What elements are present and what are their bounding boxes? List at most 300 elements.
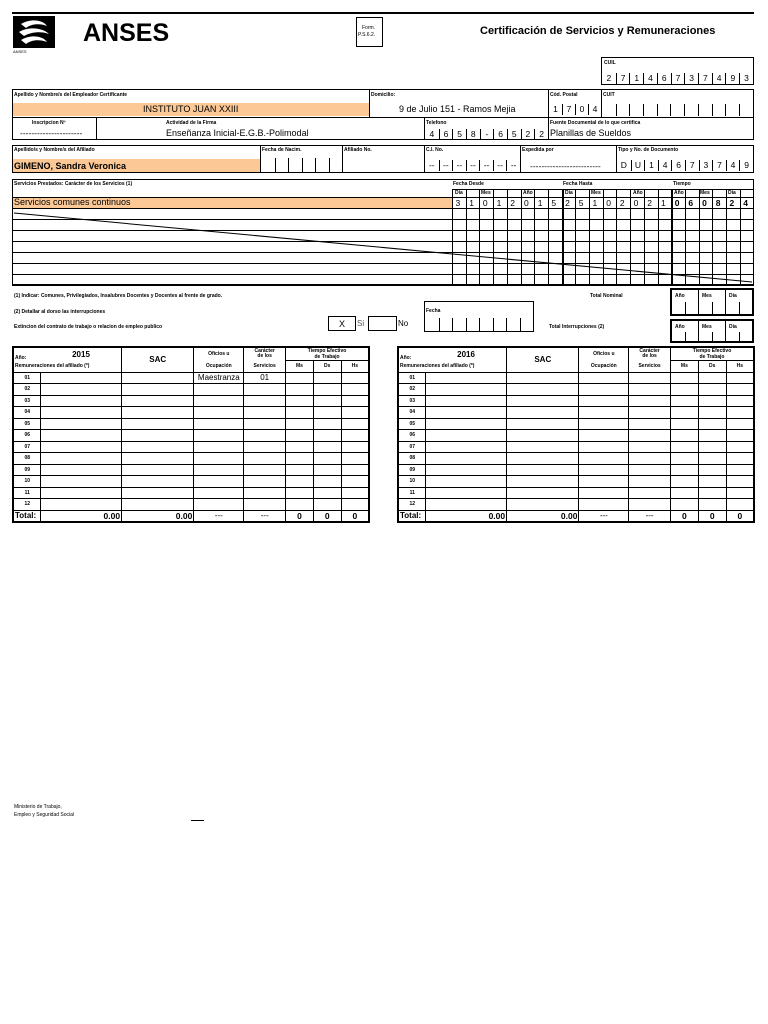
remuneration-cell[interactable] (41, 418, 122, 430)
character-cell[interactable] (629, 418, 671, 430)
sac-cell[interactable] (507, 384, 579, 396)
hs-cell[interactable] (726, 487, 754, 499)
anses-logo (13, 16, 55, 48)
cuil-box (601, 57, 754, 85)
ti-month: Mes (702, 324, 712, 330)
hs-cell[interactable] (726, 407, 754, 419)
total-hs: 0 (341, 510, 369, 522)
from-day-label: Dia (455, 190, 463, 196)
digit-cell: 7 (616, 73, 630, 84)
digit-cell: 3 (684, 73, 698, 84)
occupation-cell[interactable] (579, 372, 629, 384)
ms-cell[interactable] (286, 407, 314, 419)
remuneration-cell[interactable] (41, 476, 122, 488)
character-cell[interactable] (244, 395, 286, 407)
character-label-3: Servicios (629, 361, 671, 373)
hs-cell[interactable] (341, 395, 369, 407)
total-ms: 0 (286, 510, 314, 522)
hs-cell[interactable] (726, 499, 754, 511)
agency-name: ANSES (83, 19, 170, 47)
character-cell[interactable] (244, 407, 286, 419)
ms-label: Ms (286, 361, 314, 373)
month-label: 04 (398, 407, 426, 419)
character-cell[interactable] (629, 499, 671, 511)
ms-cell[interactable] (286, 464, 314, 476)
character-cell[interactable] (244, 464, 286, 476)
ds-cell[interactable] (313, 441, 341, 453)
to-day-label: Dia (565, 190, 573, 196)
ms-cell[interactable] (670, 395, 698, 407)
footer-line-1: Ministerio de Trabajo, (14, 804, 62, 810)
digit-cell: -- (466, 160, 480, 171)
ms-cell[interactable] (670, 453, 698, 465)
digit-cell: 2 (534, 129, 548, 140)
service-digit: 0 (524, 198, 529, 208)
ci-label: C.I. No. (426, 147, 444, 153)
hs-cell[interactable] (341, 418, 369, 430)
occupation-cell[interactable] (194, 384, 244, 396)
digit-cell: 6 (439, 129, 453, 140)
occupation-cell[interactable] (194, 407, 244, 419)
digit-cell: 7 (671, 73, 685, 84)
digit-cell: -- (439, 160, 453, 171)
occupation-cell[interactable] (579, 476, 629, 488)
hs-cell[interactable] (341, 372, 369, 384)
sac-cell[interactable] (122, 441, 194, 453)
activity-label: Actividad de la Firma (166, 120, 217, 126)
remuneration-cell[interactable] (41, 430, 122, 442)
ms-cell[interactable] (286, 372, 314, 384)
digit-cell: -- (452, 160, 466, 171)
hs-cell[interactable] (726, 372, 754, 384)
remuneration-cell[interactable] (426, 476, 507, 488)
occupation-cell[interactable] (194, 395, 244, 407)
remuneration-cell[interactable] (41, 464, 122, 476)
month-row (398, 464, 754, 476)
month-label: 07 (398, 441, 426, 453)
sac-cell[interactable] (507, 476, 579, 488)
remuneration-cell[interactable] (426, 453, 507, 465)
month-row (13, 487, 369, 499)
ms-cell[interactable] (286, 441, 314, 453)
sac-cell[interactable] (122, 395, 194, 407)
ds-cell[interactable] (313, 395, 341, 407)
total-occupation: --- (579, 510, 629, 522)
month-label: 12 (13, 499, 41, 511)
hs-cell[interactable] (726, 395, 754, 407)
ms-cell[interactable] (670, 441, 698, 453)
character-cell[interactable] (244, 430, 286, 442)
digit-cell: 7 (685, 160, 699, 171)
ds-cell[interactable] (698, 384, 726, 396)
service-digit: 4 (743, 198, 748, 208)
remuneration-cell[interactable] (426, 407, 507, 419)
remuneration-cell[interactable] (426, 499, 507, 511)
hs-cell[interactable] (341, 453, 369, 465)
sac-cell[interactable] (122, 430, 194, 442)
effective-time-label: Tiempo Efectivo de Trabajo (286, 347, 369, 361)
sac-cell[interactable] (507, 372, 579, 384)
ms-cell[interactable] (286, 487, 314, 499)
remuneration-cell[interactable] (426, 441, 507, 453)
digit-cell: 3 (699, 160, 713, 171)
ds-cell[interactable] (698, 499, 726, 511)
ds-cell[interactable] (313, 464, 341, 476)
character-cell[interactable] (629, 430, 671, 442)
employer-address: 9 de Julio 151 - Ramos Mejia (399, 104, 516, 114)
digit-cell: 3 (739, 73, 753, 84)
month-label: 05 (13, 418, 41, 430)
sac-cell[interactable] (122, 384, 194, 396)
digit-cell: 9 (739, 160, 753, 171)
service-digit: 2 (647, 198, 653, 208)
ds-cell[interactable] (313, 476, 341, 488)
character-cell[interactable] (244, 476, 286, 488)
remuneration-cell[interactable] (426, 418, 507, 430)
character-cell[interactable] (244, 441, 286, 453)
ds-cell[interactable] (313, 487, 341, 499)
occupation-cell[interactable] (579, 384, 629, 396)
occupation-cell[interactable] (194, 499, 244, 511)
occupation-cell[interactable] (194, 418, 244, 430)
character-cell[interactable] (244, 418, 286, 430)
month-row (398, 499, 754, 511)
extinction-no-box[interactable] (368, 316, 397, 331)
sac-cell[interactable] (507, 499, 579, 511)
ds-cell[interactable] (698, 407, 726, 419)
service-digit: 1 (496, 198, 502, 208)
remuneration-cell[interactable] (41, 395, 122, 407)
remuneration-cell[interactable] (426, 395, 507, 407)
occupation-cell[interactable] (579, 441, 629, 453)
occupation-cell[interactable] (579, 464, 629, 476)
sac-cell[interactable] (507, 430, 579, 442)
from-date-label: Fecha Desde (453, 181, 484, 187)
hs-cell[interactable] (726, 464, 754, 476)
digit-cell: -- (506, 160, 520, 171)
sac-cell[interactable] (122, 487, 194, 499)
hs-cell[interactable] (726, 384, 754, 396)
cuil-digits (602, 73, 753, 84)
service-digit: 3 (455, 198, 461, 208)
service-digit: 2 (565, 198, 570, 208)
occupation-cell[interactable] (194, 487, 244, 499)
digit-cell: 4 (588, 104, 601, 115)
ds-cell[interactable] (698, 430, 726, 442)
ms-cell[interactable] (670, 476, 698, 488)
ci-digits (425, 160, 520, 171)
ms-cell[interactable] (670, 487, 698, 499)
cuit-cells (602, 104, 753, 116)
hs-cell[interactable] (726, 430, 754, 442)
month-row (13, 476, 369, 488)
total-sac: 0.00 (122, 510, 194, 522)
issued-value: ------------------------- (530, 161, 601, 171)
digit-cell: 7 (562, 104, 575, 115)
sac-cell[interactable] (507, 418, 579, 430)
character-cell[interactable] (244, 453, 286, 465)
ds-cell[interactable] (698, 395, 726, 407)
digit-cell: 4 (658, 160, 672, 171)
digit-cell: 9 (725, 73, 739, 84)
character-cell[interactable] (629, 441, 671, 453)
ms-cell[interactable] (286, 395, 314, 407)
time-day-label: Dia (728, 190, 736, 196)
sac-cell[interactable] (122, 464, 194, 476)
character-cell[interactable] (629, 487, 671, 499)
hs-cell[interactable] (341, 464, 369, 476)
ms-cell[interactable] (670, 464, 698, 476)
ds-cell[interactable] (313, 372, 341, 384)
occupation-cell[interactable] (194, 430, 244, 442)
character-cell[interactable] (629, 407, 671, 419)
remuneration-cell[interactable] (41, 407, 122, 419)
ms-cell[interactable] (670, 384, 698, 396)
hs-cell[interactable] (726, 418, 754, 430)
ms-cell[interactable] (286, 418, 314, 430)
occupation-cell[interactable] (579, 453, 629, 465)
character-cell[interactable] (244, 384, 286, 396)
total-interruptions-box (670, 319, 754, 343)
hs-cell[interactable] (341, 384, 369, 396)
service-digit: 0 (702, 198, 707, 208)
document-digits (617, 160, 753, 171)
month-row (398, 372, 754, 384)
sac-cell[interactable] (122, 453, 194, 465)
sac-cell[interactable] (122, 418, 194, 430)
affiliate-no-label: Afiliado No. (344, 147, 372, 153)
remuneration-cell[interactable] (426, 384, 507, 396)
hs-cell[interactable] (341, 407, 369, 419)
ms-cell[interactable] (286, 476, 314, 488)
hs-cell[interactable] (341, 476, 369, 488)
occupation-cell[interactable] (194, 453, 244, 465)
hs-cell[interactable] (726, 441, 754, 453)
sac-cell[interactable] (507, 487, 579, 499)
month-label: 10 (13, 476, 41, 488)
character-cell[interactable]: 01 (244, 372, 286, 384)
remuneration-cell[interactable] (41, 384, 122, 396)
total-sac: 0.00 (507, 510, 579, 522)
ds-cell[interactable] (313, 384, 341, 396)
issued-label: Expedida por (522, 147, 554, 153)
digit-cell: 6 (671, 160, 685, 171)
ms-cell[interactable] (286, 430, 314, 442)
occupation-cell[interactable] (579, 499, 629, 511)
extinction-x-box[interactable] (328, 316, 356, 331)
ms-cell[interactable] (670, 430, 698, 442)
remuneration-cell[interactable] (41, 453, 122, 465)
total-ms: 0 (670, 510, 698, 522)
inscription-label: Inscripcion Nº (32, 120, 66, 126)
affiliate-name: GIMENO, Sandra Veronica (14, 161, 127, 171)
character-cell[interactable] (629, 453, 671, 465)
occupation-cell[interactable] (194, 441, 244, 453)
character-cell[interactable] (244, 499, 286, 511)
ds-cell[interactable] (698, 464, 726, 476)
phone-digits (425, 129, 548, 140)
ds-cell[interactable] (698, 441, 726, 453)
character-cell[interactable] (629, 395, 671, 407)
total-nominal-label: Total Nominal (590, 293, 623, 299)
service-digit: 2 (729, 198, 735, 208)
ds-cell[interactable] (698, 453, 726, 465)
ds-cell[interactable] (698, 487, 726, 499)
digit-cell: 7 (712, 160, 726, 171)
ds-label: Ds (698, 361, 726, 373)
sac-cell[interactable] (122, 499, 194, 511)
occupation-cell[interactable]: Maestranza (194, 372, 244, 384)
character-cell[interactable] (244, 487, 286, 499)
occupation-label-2: Ocupación (194, 361, 244, 373)
cuit-label: CUIT (603, 92, 615, 98)
occupation-cell[interactable] (579, 418, 629, 430)
ti-day: Dia (729, 324, 737, 330)
ms-label: Ms (670, 361, 698, 373)
top-rule (12, 12, 754, 14)
from-month-label: Mes (481, 190, 491, 196)
occupation-cell[interactable] (579, 430, 629, 442)
occupation-cell[interactable] (579, 407, 629, 419)
month-label: 02 (13, 384, 41, 396)
occupation-label-1: Oficios u (194, 347, 244, 361)
document-label: Tipo y No. de Documento (618, 147, 679, 153)
hs-cell[interactable] (341, 499, 369, 511)
hs-cell[interactable] (341, 441, 369, 453)
ds-cell[interactable] (313, 418, 341, 430)
month-label: 03 (13, 395, 41, 407)
footer-line-2: Empleo y Seguridad Social (14, 812, 75, 818)
remuneration-cell[interactable] (41, 499, 122, 511)
digit-cell: 2 (521, 129, 535, 140)
month-row (398, 407, 754, 419)
hs-cell[interactable] (341, 487, 369, 499)
month-row (13, 499, 369, 511)
digit-cell: -- (428, 160, 435, 170)
month-label: 03 (398, 395, 426, 407)
ms-cell[interactable] (286, 453, 314, 465)
hs-cell[interactable] (341, 430, 369, 442)
remuneration-table-2016 (397, 346, 755, 523)
occupation-cell[interactable] (194, 464, 244, 476)
occupation-cell[interactable] (579, 487, 629, 499)
ms-cell[interactable] (670, 418, 698, 430)
month-row (398, 430, 754, 442)
month-row (398, 453, 754, 465)
remuneration-cell[interactable] (426, 464, 507, 476)
digit-cell: D (620, 160, 627, 170)
ds-cell[interactable] (698, 476, 726, 488)
character-cell[interactable] (629, 464, 671, 476)
hs-cell[interactable] (726, 476, 754, 488)
character-label: Carácter de los (629, 347, 671, 361)
remuneration-cell[interactable] (41, 372, 122, 384)
month-row (398, 418, 754, 430)
fecha-box (424, 301, 534, 332)
month-row (398, 476, 754, 488)
occupation-cell[interactable] (194, 476, 244, 488)
month-label: 11 (13, 487, 41, 499)
ms-cell[interactable] (286, 499, 314, 511)
digit-cell: 5 (507, 129, 521, 140)
digit-cell: 8 (466, 129, 480, 140)
logo-caption: ANSES (13, 49, 27, 54)
ds-cell[interactable] (313, 407, 341, 419)
service-digit: 6 (688, 198, 694, 208)
ds-cell[interactable] (313, 499, 341, 511)
time-label: Tiempo (673, 181, 691, 187)
month-label: 01 (398, 372, 426, 384)
month-label: 02 (398, 384, 426, 396)
sac-cell[interactable] (122, 476, 194, 488)
remuneration-cell[interactable] (41, 487, 122, 499)
page-title: Certificación de Servicios y Remuneraciones (480, 25, 716, 37)
ms-cell[interactable] (670, 407, 698, 419)
activity-value: Enseñanza Inicial-E.G.B.-Polimodal (166, 128, 309, 138)
total-remuneration: 0.00 (41, 510, 122, 522)
character-label: Carácter de los (244, 347, 286, 361)
occupation-cell[interactable] (579, 395, 629, 407)
digit-cell: 1 (629, 73, 643, 84)
month-label: 09 (13, 464, 41, 476)
service-digit: 1 (469, 198, 474, 208)
character-cell[interactable] (629, 384, 671, 396)
month-row (398, 395, 754, 407)
sac-cell[interactable] (122, 372, 194, 384)
time-year-label: Año (674, 190, 684, 196)
remuneration-cell[interactable] (426, 372, 507, 384)
remuneration-cell[interactable] (426, 487, 507, 499)
ds-cell[interactable] (698, 372, 726, 384)
character-cell[interactable] (629, 476, 671, 488)
source-value: Planillas de Sueldos (550, 128, 632, 138)
month-label: 08 (13, 453, 41, 465)
month-row (13, 384, 369, 396)
digit-cell: U (631, 160, 645, 171)
total-hs: 0 (726, 510, 754, 522)
ds-cell[interactable] (313, 430, 341, 442)
service-digit: 2 (510, 198, 516, 208)
ms-cell[interactable] (670, 372, 698, 384)
logo-swirl-icon (13, 16, 55, 48)
affiliate-name-label: Apellido/s y Nombre/s del Afiliado (14, 147, 95, 153)
month-label: 09 (398, 464, 426, 476)
sac-cell[interactable] (507, 453, 579, 465)
remuneration-cell[interactable] (41, 441, 122, 453)
service-digit: 0 (633, 198, 639, 208)
remuneration-cell[interactable] (426, 430, 507, 442)
sac-cell[interactable] (507, 395, 579, 407)
ms-cell[interactable] (670, 499, 698, 511)
ds-cell[interactable] (698, 418, 726, 430)
ds-cell[interactable] (313, 453, 341, 465)
sac-cell[interactable] (122, 407, 194, 419)
employer-name: INSTITUTO JUAN XXIII (143, 104, 239, 114)
month-label: 06 (398, 430, 426, 442)
source-label: Fuente Documental de lo que certifica (550, 120, 641, 126)
total-label: Total: (13, 510, 41, 522)
character-cell[interactable] (629, 372, 671, 384)
sac-cell[interactable] (507, 464, 579, 476)
ms-cell[interactable] (286, 384, 314, 396)
sac-cell[interactable] (507, 407, 579, 419)
hs-cell[interactable] (726, 453, 754, 465)
sac-cell[interactable] (507, 441, 579, 453)
digit-cell: 1 (644, 160, 658, 171)
year-value: 2016 (426, 347, 507, 361)
to-date-label: Fecha Hasta (563, 181, 593, 187)
digit-cell: - (480, 129, 494, 140)
